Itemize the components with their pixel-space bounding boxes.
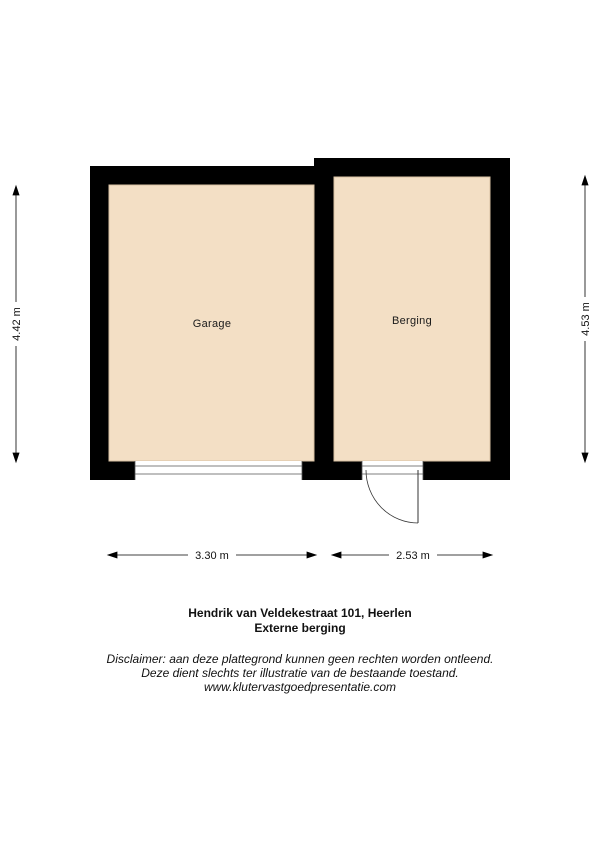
disclaimer-website: www.klutervastgoedpresentatie.com	[203, 680, 397, 694]
plan-subtitle: Externe berging	[254, 621, 346, 635]
left-height-label: 4.42 m	[11, 307, 23, 341]
disclaimer-line-1: Disclaimer: aan deze plattegrond kunnen geen rechten worden ontleend.	[106, 652, 494, 666]
garage-label: Garage	[192, 318, 232, 330]
disclaimer-line-2: Deze dient slechts ter illustratie van de bestaande toestand.	[141, 666, 459, 680]
address-title: Hendrik van Veldekestraat 101, Heerlen	[188, 606, 412, 620]
bottom-left-width-label: 3.30 m	[195, 550, 229, 562]
garage-door	[135, 461, 302, 480]
bottom-right-width-label: 2.53 m	[396, 550, 430, 562]
berging-label: Berging	[391, 315, 433, 327]
berging-door	[362, 461, 423, 523]
right-height-label: 4.53 m	[580, 302, 592, 336]
